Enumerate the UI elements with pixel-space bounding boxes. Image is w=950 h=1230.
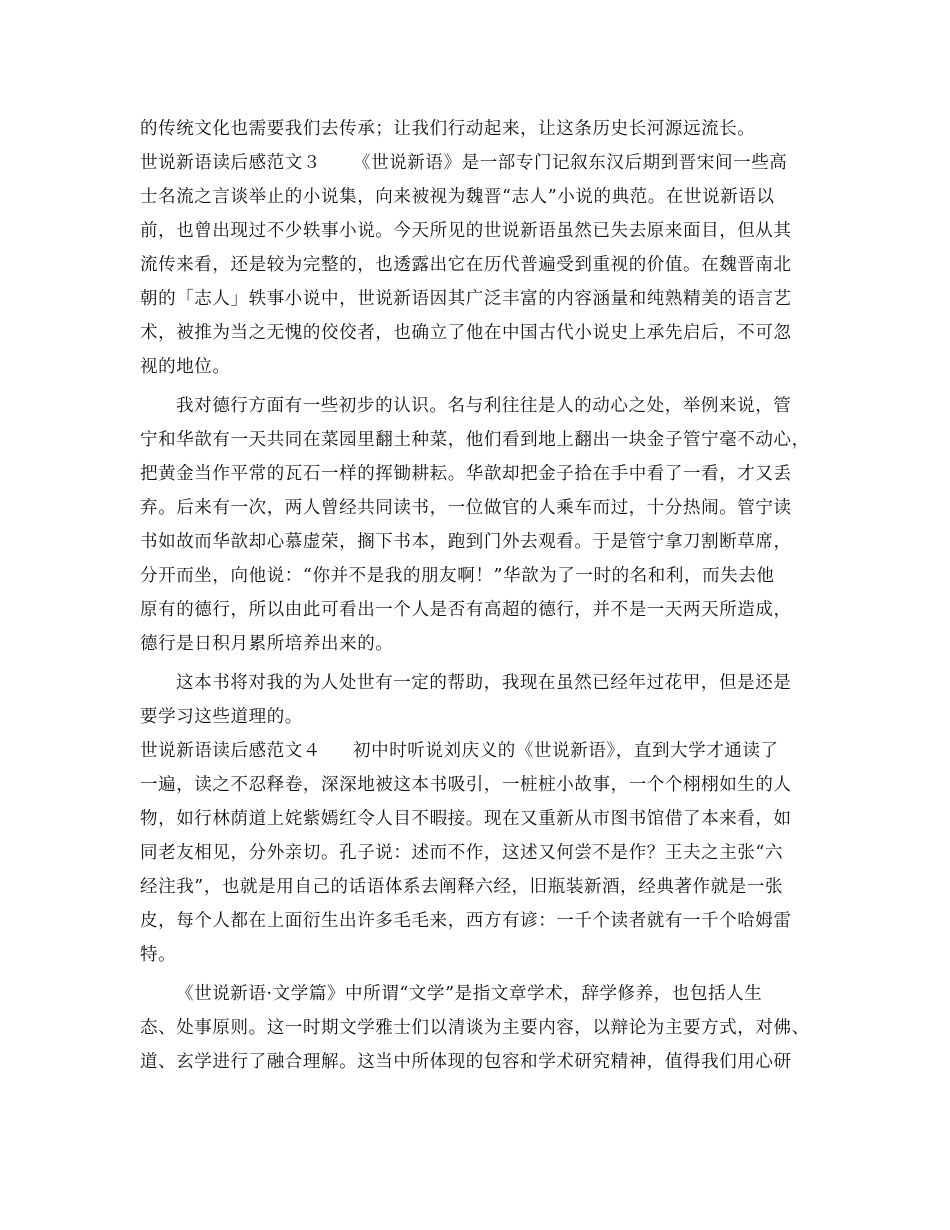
text-line: 书如故而华歆却心慕虚荣，搁下书本，跑到门外去观看。于是管宁拿刀割断草席， [140,532,792,552]
text-line: 流传来看，还是较为完整的，也透露出它在历代普遍受到重视的价值。在魏晋南北 [140,255,792,275]
text-line: 分开而坐，向他说：“你并不是我的朋友啊！”华歆为了一时的名和利，而失去他 [140,566,775,586]
text-line: 术，被推为当之无愧的佼佼者，也确立了他在中国古代小说史上承先启后，不可忽 [140,323,792,343]
text-line: 把黄金当作平常的瓦石一样的挥锄耕耘。华歆却把金子拾在手中看了一看，才又丢 [140,464,792,484]
essay-heading-4: 世说新语读后感范文４ [140,741,321,761]
text-line: 宁和华歆有一天共同在菜园里翻土种菜，他们看到地上翻出一块金子管宁毫不动心， [140,430,810,450]
text-line: 特。 [140,945,177,965]
text-line: 士名流之言谈举止的小说集，向来被视为魏晋“志人”小说的典范。在世说新语以 [140,187,775,207]
text-line: 态、处事原则。这一时期文学雅士们以清谈为主要内容，以辩论为主要方式，对佛、 [140,1018,810,1038]
text-line: 初中时听说刘庆义的《世说新语》，直到大学才通读了 [353,741,779,761]
text-line: 《世说新语·文学篇》中所谓“文学”是指文章学术，辞学修养，也包括人生 [176,984,763,1004]
essay-heading-line [140,734,820,768]
text-line: 我对德行方面有一些初步的认识。名与利往往是人的动心之处，举例来说，管 [176,396,792,416]
text-line: 皮，每个人都在上面衍生出许多毛毛来，西方有谚：一千个读者就有一千个哈姆雷 [140,911,792,931]
text-line: 原有的德行，所以由此可看出一个人是否有高超的德行，并不是一天两天所造成， [140,600,792,620]
text-line: 道、玄学进行了融合理解。这当中所体现的包容和学术研究精神，值得我们用心研 [140,1052,792,1072]
text-line: 一遍，读之不忍释卷，深深地被这本书吸引，一桩桩小故事，一个个栩栩如生的人 [140,775,792,795]
text-line: 同老友相见，分外亲切。孔子说：述而不作，这述又何尝不是作？王夫之主张“六 [140,843,784,863]
text-line: 要学习这些道理的。 [140,707,303,727]
text-line: 经注我”，也就是用自己的话语体系去阐释六经，旧瓶装新酒，经典著作就是一张 [140,877,784,897]
text-line: 朝的「志人」轶事小说中，世说新语因其广泛丰富的内容涵量和纯熟精美的语言艺 [140,289,792,309]
text-line: 视的地位。 [140,357,231,377]
essay-heading-line [140,146,820,180]
text-line: 《世说新语》是一部专门记叙东汉后期到晋宋间一些高 [353,153,788,173]
text-line: 的传统文化也需要我们去传承；让我们行动起来，让这条历史长河源远流长。 [140,119,756,139]
text-line: 弃。后来有一次，两人曾经共同读书，一位做官的人乘车而过，十分热闹。管宁读 [140,498,792,518]
text-line: 德行是日积月累所培养出来的。 [140,634,394,654]
essay-heading-3: 世说新语读后感范文３ [140,153,321,173]
text-line: 物，如行林荫道上姹紫嫣红令人目不暇接。现在又重新从市图书馆借了本来看，如 [140,809,792,829]
text-line: 这本书将对我的为人处世有一定的帮助，我现在虽然已经年过花甲，但是还是 [176,673,792,693]
text-line: 前，也曾出现过不少轶事小说。今天所见的世说新语虽然已失去原来面目，但从其 [140,221,792,241]
